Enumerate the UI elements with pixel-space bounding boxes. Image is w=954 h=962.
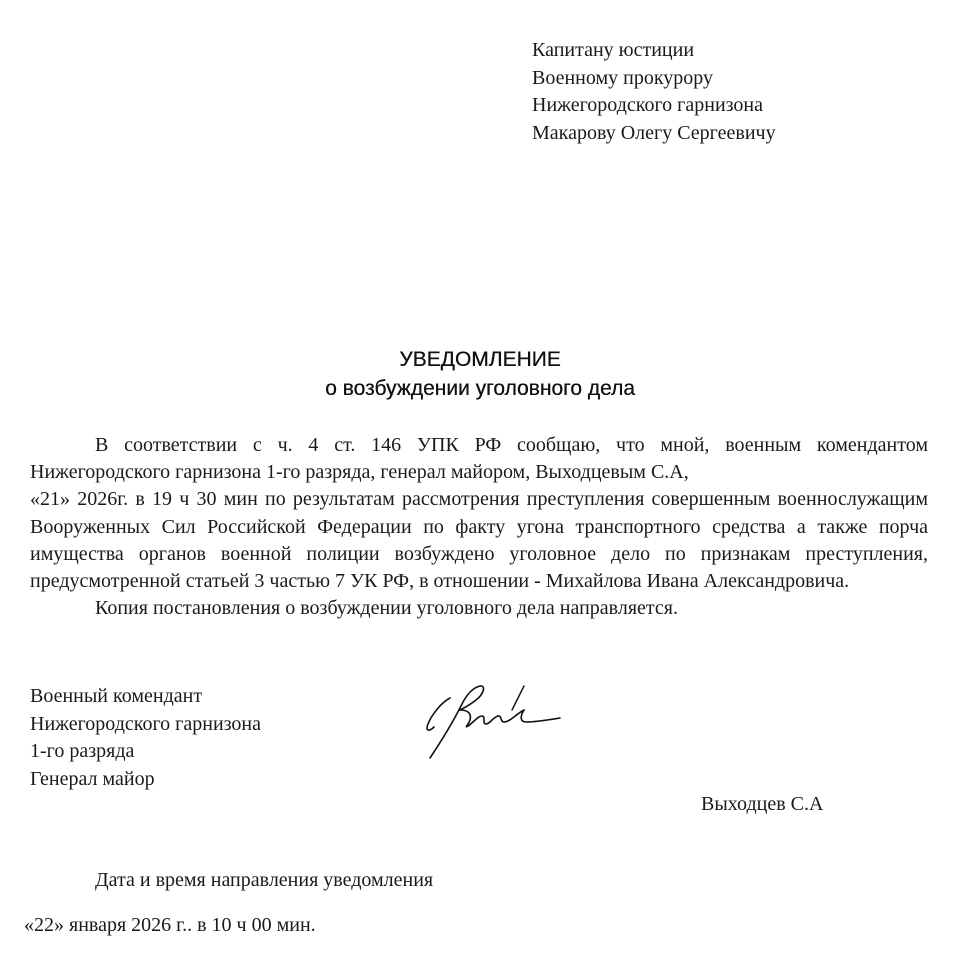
signer-grade: 1-го разряда — [30, 740, 135, 762]
body-paragraph-intro: В соответствии с ч. 4 ст. 146 УПК РФ сообщаю, что мной, военным комендантом Нижегородского гарнизона 1-го разряда, генерал майором, Выходцевым С.А, — [30, 434, 928, 484]
body-paragraph-details: «21» 2026г. в 19 ч 30 мин по результатам рассмотрения преступления совершенным военнослужащим Вооруженных Сил Российской Федерации по факту угона транспортного средства а также порча имущества органов военной полиции возбуждено уголовное дело по признакам преступления, предусмотренной статьей 3 частью 7 УК РФ, в отношении - Михайлова Ивана Александровича. — [30, 488, 928, 593]
title-main: УВЕДОМЛЕНИЕ — [399, 348, 561, 371]
signer-title: Военный комендант — [30, 685, 203, 707]
signer-garrison: Нижегородского гарнизона — [30, 712, 262, 735]
sent-datetime-label: Дата и время направления уведомления — [95, 869, 434, 891]
addressee-block — [532, 37, 776, 147]
addressee-position: Военному прокурору — [532, 66, 714, 89]
signer-rank: Генерал майор — [30, 767, 155, 790]
signer-block — [30, 683, 261, 793]
addressee-rank: Капитану юстиции — [532, 39, 695, 61]
sent-datetime-value: «22» января 2026 г.. в 10 ч 00 мин. — [24, 914, 316, 936]
body-paragraph-copy: Копия постановления о возбуждении уголовного дела направляется. — [95, 597, 678, 620]
title-sub: о возбуждении уголовного дела — [325, 377, 635, 400]
signer-name: Выходцев С.А — [701, 793, 824, 815]
addressee-name: Макарову Олегу Сергеевичу — [532, 121, 776, 144]
handwritten-signature — [420, 680, 570, 765]
document-title — [0, 345, 954, 403]
document-body — [30, 432, 928, 622]
addressee-garrison: Нижегородского гарнизона — [532, 94, 764, 116]
